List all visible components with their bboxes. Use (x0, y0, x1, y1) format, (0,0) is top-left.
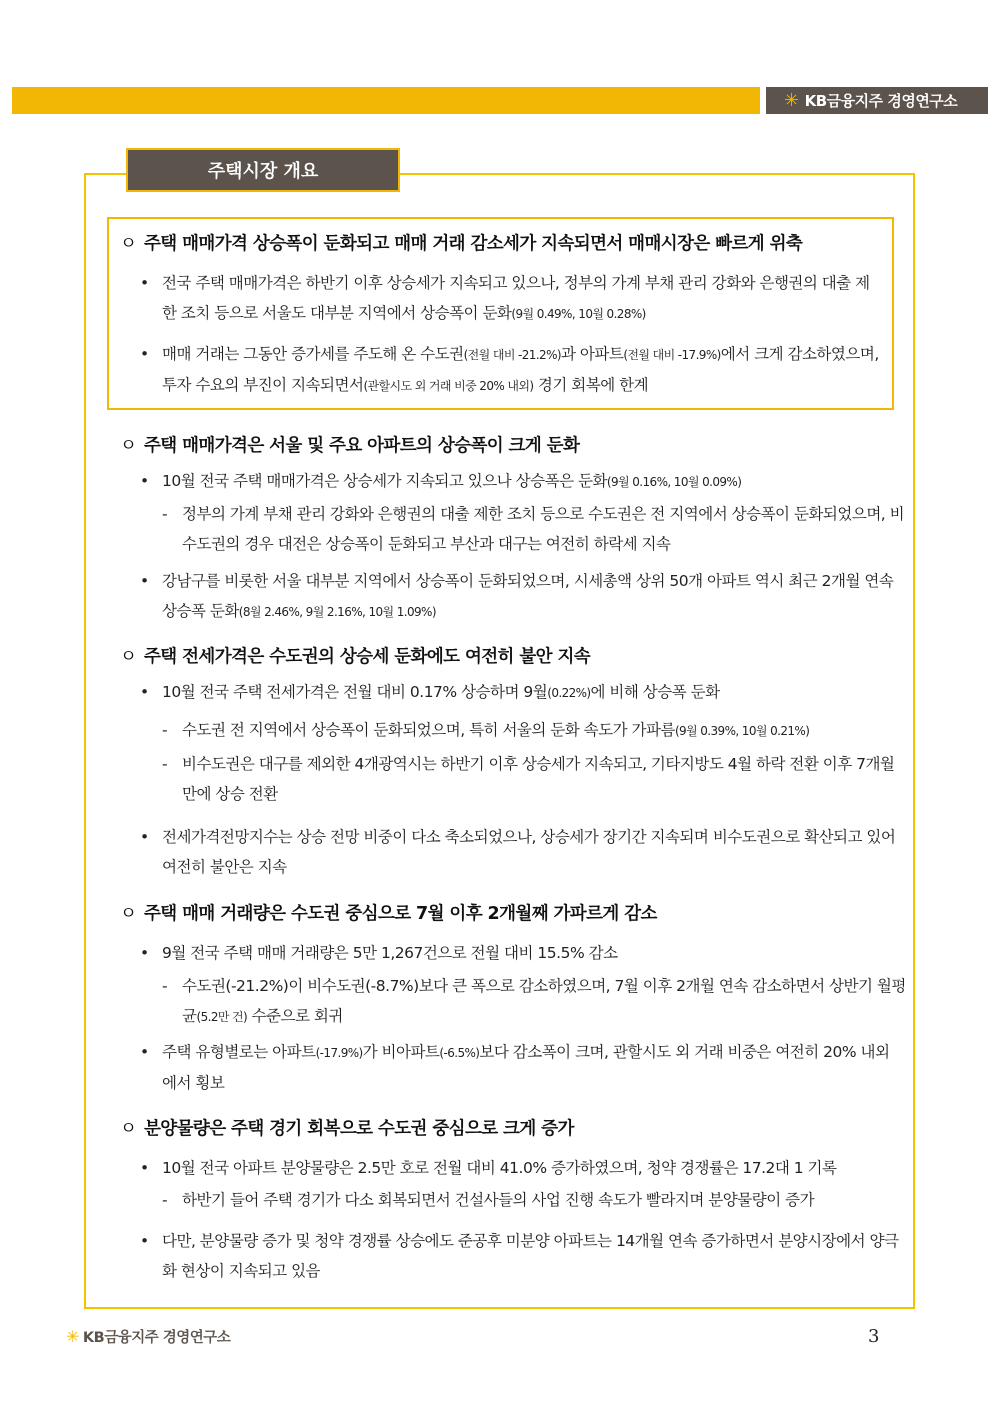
section-title: 주택시장 개요 (126, 148, 400, 192)
section-3-heading: ㅇ 주택 매매 거래량은 수도권 중심으로 7월 이후 2개월째 가파르게 감소 (120, 904, 657, 924)
header-accent-bar (12, 87, 760, 114)
heading-mark: ㅇ (120, 234, 137, 254)
section-4-bullet-1: • 10월 전국 아파트 분양물량은 2.5만 호로 전월 대비 41.0% 증가하였으며, 청약 경쟁률은 17.2대 1 기록 (140, 1159, 837, 1177)
kb-star-logo-icon: ✳ (66, 1326, 79, 1346)
section-4-bullet-2: • 다만, 분양물량 증가 및 청약 경쟁률 상승에도 준공후 미분양 아파트는 14개월 연속 증가하면서 분양시장에서 양극화 현상이 지속되고 있음 (140, 1232, 899, 1280)
section-3-bullet-1: • 9월 전국 주택 매매 거래량은 5만 1,267건으로 전월 대비 15.5% 감소 (140, 944, 618, 962)
page-number: 3 (868, 1326, 880, 1347)
section-2-heading: ㅇ 주택 전세가격은 수도권의 상승세 둔화에도 여전히 불안 지속 (120, 647, 591, 667)
footer-brand-text: KB금융지주 경영연구소 (82, 1330, 231, 1346)
header-brand (766, 87, 988, 114)
section-2-bullet-1: • 10월 전국 주택 전세가격은 전월 대비 0.17% 상승하며 9월(0.22%)에 비해 상승폭 둔화 (140, 683, 720, 701)
section-2-sub-2: - 비수도권은 대구를 제외한 4개광역시는 하반기 이후 상승세가 지속되고, 기타지방도 4월 하락 전환 이후 7개월 만에 상승 전환 (162, 755, 895, 803)
section-2-sub-1: - 수도권 전 지역에서 상승폭이 둔화되었으며, 특히 서울의 둔화 속도가 가파름(9월 0.39%, 10월 0.21%) (162, 721, 810, 739)
summary-bullet-2: • 매매 거래는 그동안 증가세를 주도해 온 수도권(전월 대비 -21.2%)과 아파트(전월 대비 -17.9%)에서 크게 감소하였으며, 투자 수요의 부진이 지속되면서(관할시도 외 거래 비중 20% 내외) 경기 회복에 한계 (140, 345, 879, 394)
section-1-sub-1: - 정부의 가계 부채 관리 강화와 은행권의 대출 제한 조치 등으로 수도권은 전 지역에서 상승폭이 둔화되었으며, 비수도권의 경우 대전은 상승폭이 둔화되고 부산과 대구는 여전히 하락세 지속 (162, 505, 905, 553)
section-4-heading: ㅇ 분양물량은 주택 경기 회복으로 수도권 중심으로 크게 증가 (120, 1119, 574, 1139)
summary-heading: ㅇ 주택 매매가격 상승폭이 둔화되고 매매 거래 감소세가 지속되면서 매매시장은 빠르게 위축 (120, 230, 802, 255)
summary-bullet-1: • 전국 주택 매매가격은 하반기 이후 상승세가 지속되고 있으나, 정부의 가계 부채 관리 강화와 은행권의 대출 제한 조치 등으로 서울도 대부분 지역에서 상승폭이 둔화(9월 0.49%, 10월 0.28%) (140, 274, 870, 322)
header-brand-text: KB금융지주 경영연구소 (804, 92, 958, 110)
section-3-bullet-2: • 주택 유형별로는 아파트(-17.9%)가 비아파트(-6.5%)보다 감소폭이 크며, 관할시도 외 거래 비중은 여전히 20% 내외에서 횡보 (140, 1043, 890, 1092)
section-4-sub-1: - 하반기 들어 주택 경기가 다소 회복되면서 건설사들의 사업 진행 속도가 빨라지며 분양물량이 증가 (162, 1191, 815, 1209)
footer-brand (66, 1326, 230, 1347)
section-1-bullet-1: • 10월 전국 주택 매매가격은 상승세가 지속되고 있으나 상승폭은 둔화(9월 0.16%, 10월 0.09%) (140, 472, 742, 490)
kb-star-logo-icon: ✳ (784, 89, 799, 111)
section-1-heading: ㅇ 주택 매매가격은 서울 및 주요 아파트의 상승폭이 크게 둔화 (120, 436, 580, 456)
section-1-bullet-2: • 강남구를 비롯한 서울 대부분 지역에서 상승폭이 둔화되었으며, 시세총액 상위 50개 아파트 역시 최근 2개월 연속 상승폭 둔화(8월 2.46%, 9월 2.16%, 10월 1.09%) (140, 572, 894, 620)
section-2-bullet-2: • 전세가격전망지수는 상승 전망 비중이 다소 축소되었으나, 상승세가 장기간 지속되며 비수도권으로 확산되고 있어 여전히 불안은 지속 (140, 828, 896, 876)
section-3-sub-1: - 수도권(-21.2%)이 비수도권(-8.7%)보다 큰 폭으로 감소하였으며, 7월 이후 2개월 연속 감소하면서 상반기 월평균(5.2만 건) 수준으로 회귀 (162, 977, 906, 1025)
